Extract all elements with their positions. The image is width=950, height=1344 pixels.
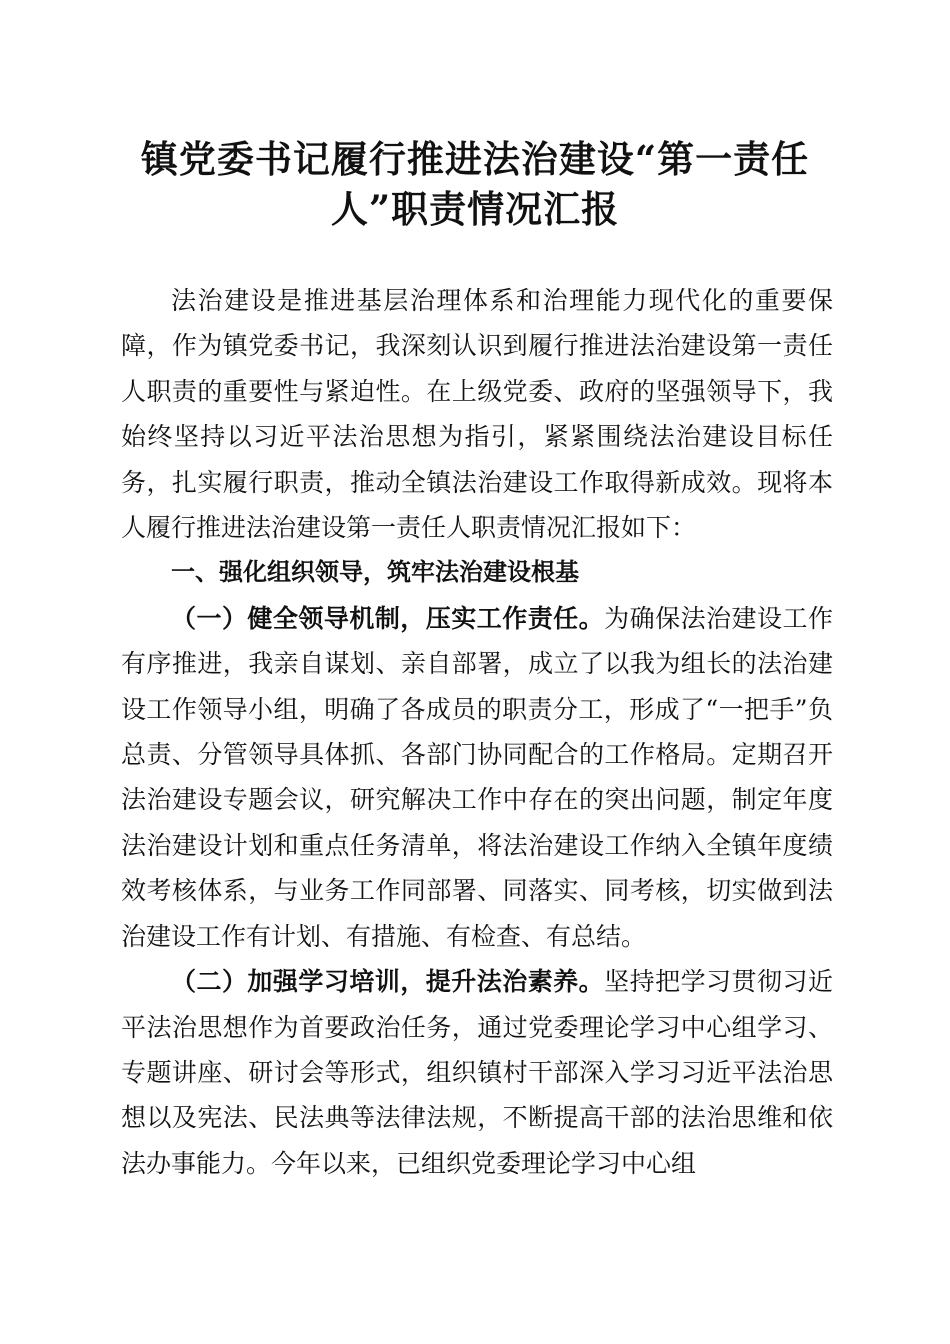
intro-paragraph: 法治建设是推进基层治理体系和治理能力现代化的重要保障，作为镇党委书记，我深刻认识到履行推进法治建设第一责任人职责的重要性与紧迫性。在上级党委、政府的坚强领导下，我始终坚持以习近平法治思想为指引，紧紧围绕法治建设目标任务，扎实履行职责，推动全镇法治建设工作取得新成效。现将本人履行推进法治建设第一责任人职责情况汇报如下： (121, 286, 833, 543)
subsection-lead-2: （二）加强学习培训，提升法治素养。 (171, 967, 605, 997)
title-line-1: 镇党委书记履行推进法治建设“第一责任 (140, 137, 810, 181)
subsection-paragraph-2 (121, 959, 833, 1186)
subsection-lead-1: （一）健全领导机制，压实工作责任。 (171, 603, 605, 633)
subsection-body-2: 坚持把学习贯彻习近平法治思想作为首要政治任务，通过党委理论学习中心组学习、专题讲座、研讨会等形式，组织镇村干部深入学习习近平法治思想以及宪法、民法典等法律法规，不断提高干部的法治思维和依法办事能力。今年以来，已组织党委理论学习中心组 (121, 967, 833, 1178)
document-title (110, 134, 840, 234)
subsection-body-1: 为确保法治建设工作有序推进，我亲自谋划、亲自部署，成立了以我为组长的法治建设工作领导小组，明确了各成员的职责分工，形成了“一把手”负总责、分管领导具体抓、各部门协同配合的工作格局。定期召开法治建设专题会议，研究解决工作中存在的突出问题，制定年度法治建设计划和重点任务清单，将法治建设工作纳入全镇年度绩效考核体系，与业务工作同部署、同落实、同考核，切实做到法治建设工作有计划、有措施、有检查、有总结。 (121, 603, 833, 951)
title-line-2: 人”职责情况汇报 (330, 187, 620, 231)
document-body (121, 278, 833, 1186)
section-heading-1: 一、强化组织领导，筑牢法治建设根基 (171, 558, 579, 587)
subsection-paragraph-1 (121, 596, 833, 959)
